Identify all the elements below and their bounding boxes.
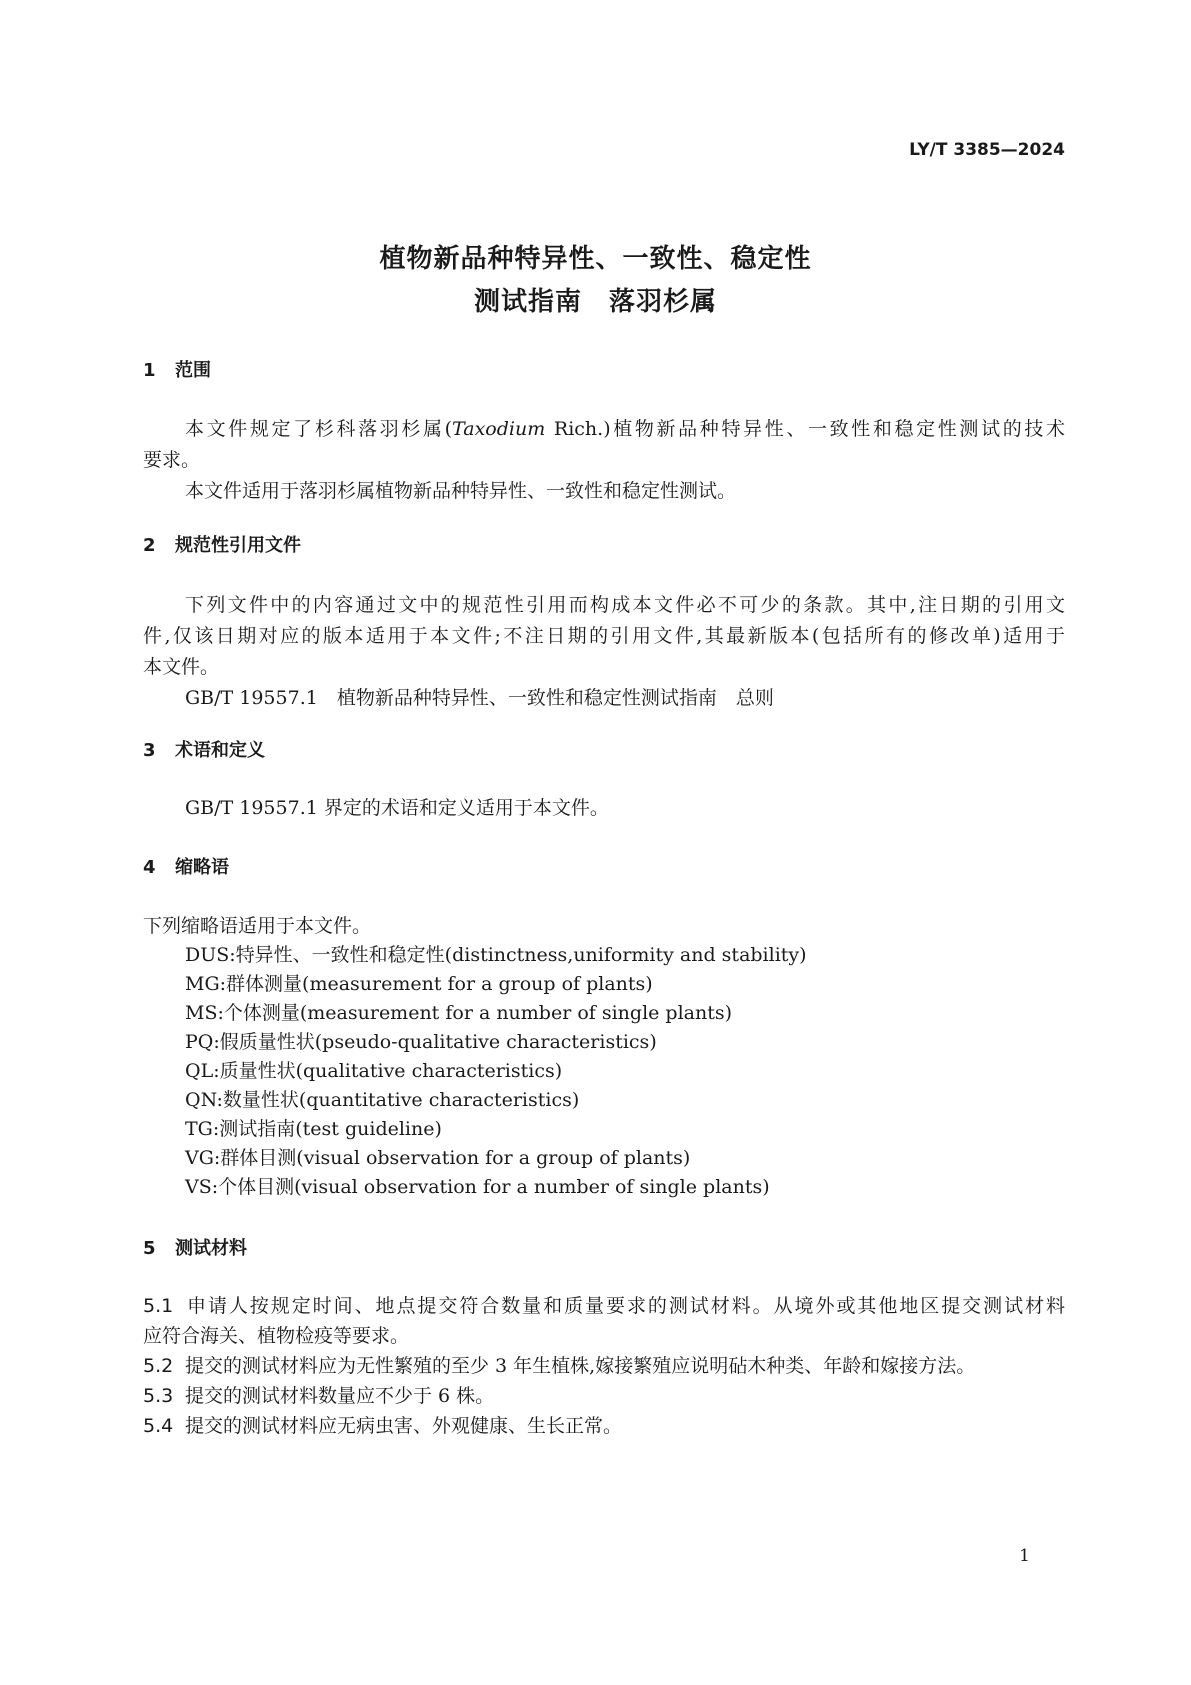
paragraph-references-line1: 下列文件中的内容通过文中的规范性引用而构成本文件必不可少的条款。其中,注日期的引用文	[185, 594, 1065, 616]
abbreviation-item: VS:个体目测(visual observation for a number of single plants)	[185, 1176, 770, 1198]
clause-5-3: 5.3 提交的测试材料数量应不少于 6 株。	[143, 1385, 495, 1407]
document-title-line2: 测试指南 落羽杉属	[473, 287, 717, 317]
abbreviation-item: PQ:假质量性状(pseudo-qualitative characteristics)	[185, 1031, 657, 1053]
paragraph-scope-cont: 要求。	[143, 449, 201, 471]
reference-item: GB/T 19557.1 植物新品种特异性、一致性和稳定性测试指南 总则	[185, 687, 774, 709]
abbreviation-item: VG:群体目测(visual observation for a group of plants)	[185, 1147, 691, 1169]
clause-5-2: 5.2 提交的测试材料应为无性繁殖的至少 3 年生植株,嫁接繁殖应说明砧木种类、年龄和嫁接方法。	[143, 1355, 976, 1377]
clause-5-1-cont: 应符合海关、植物检疫等要求。	[143, 1325, 410, 1347]
section-heading-5: 5 测试材料	[143, 1238, 247, 1259]
paragraph-terms: GB/T 19557.1 界定的术语和定义适用于本文件。	[185, 797, 609, 819]
clause-5-4: 5.4 提交的测试材料应无病虫害、外观健康、生长正常。	[143, 1415, 623, 1437]
abbreviation-item: QN:数量性状(quantitative characteristics)	[185, 1089, 580, 1111]
abbreviation-item: DUS:特异性、一致性和稳定性(distinctness,uniformity and stability)	[185, 944, 807, 966]
document-title-line1: 植物新品种特异性、一致性、稳定性	[379, 244, 812, 274]
abbreviations-intro: 下列缩略语适用于本文件。	[143, 915, 372, 937]
page-number: 1	[1019, 1546, 1030, 1566]
abbreviation-item: MS:个体测量(measurement for a number of single plants)	[185, 1002, 733, 1024]
clause-5-1: 5.1 申请人按规定时间、地点提交符合数量和质量要求的测试材料。从境外或其他地区提交测试材料	[143, 1295, 1065, 1317]
section-heading-4: 4 缩略语	[143, 857, 229, 878]
section-heading-3: 3 术语和定义	[143, 740, 265, 761]
standard-code: LY/T 3385—2024	[909, 140, 1065, 160]
section-heading-1: 1 范围	[143, 360, 211, 381]
paragraph-scope-line: 本文件规定了杉科落羽杉属(Taxodium Rich.)植物新品种特异性、一致性和稳定性测试的技术	[185, 418, 1065, 440]
abbreviation-item: MG:群体测量(measurement for a group of plants)	[185, 973, 653, 995]
abbreviation-item: TG:测试指南(test guideline)	[185, 1118, 442, 1140]
paragraph-applicability: 本文件适用于落羽杉属植物新品种特异性、一致性和稳定性测试。	[185, 480, 737, 502]
abbreviation-item: QL:质量性状(qualitative characteristics)	[185, 1060, 563, 1082]
paragraph-references-line2: 件,仅该日期对应的版本适用于本文件;不注日期的引用文件,其最新版本(包括所有的修改单)适用于	[143, 625, 1065, 647]
section-heading-2: 2 规范性引用文件	[143, 535, 301, 556]
paragraph-references-line3: 本文件。	[143, 656, 220, 678]
